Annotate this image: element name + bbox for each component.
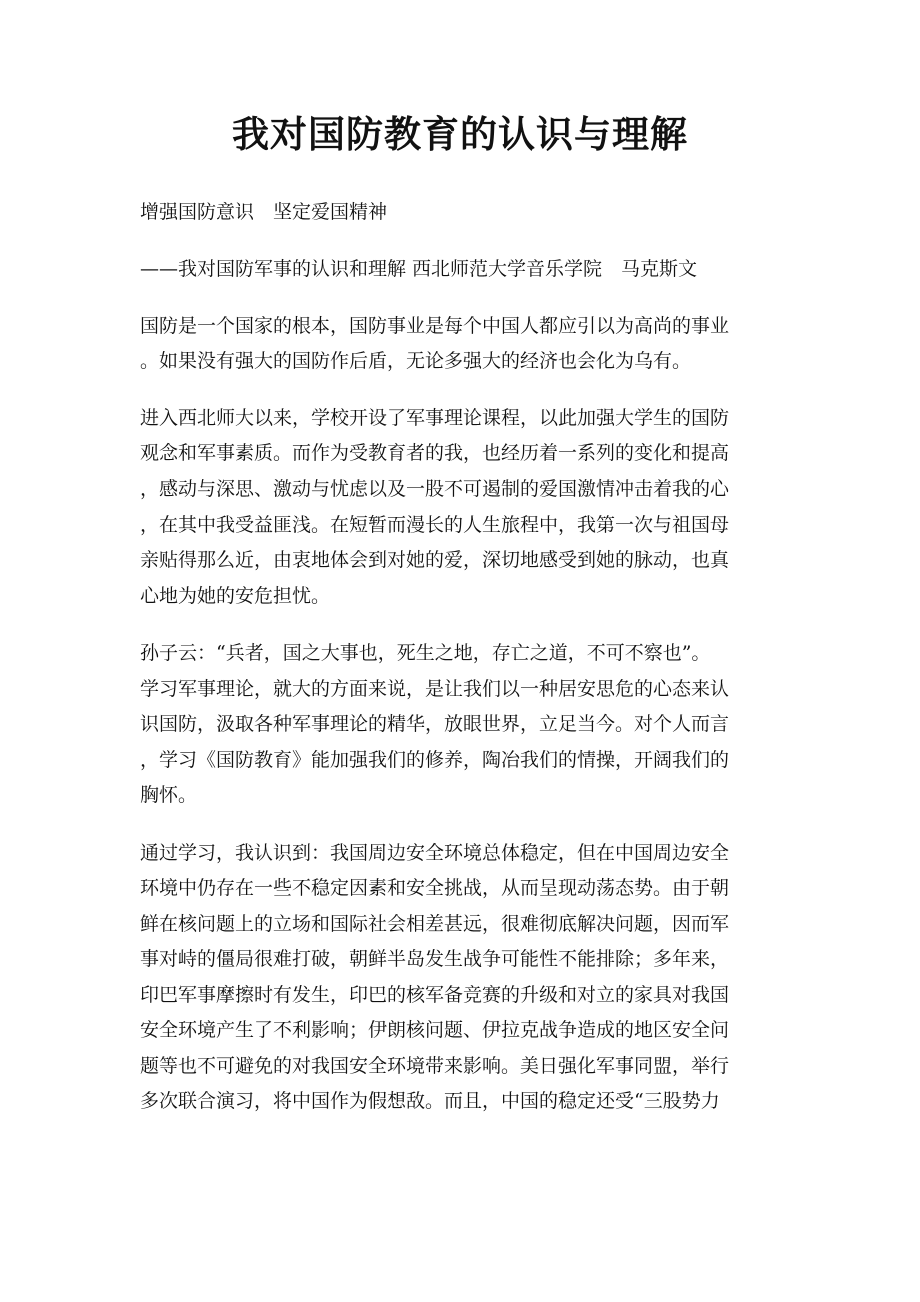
paragraph-3-line-5: 胸怀。 — [140, 784, 198, 806]
paragraph-4-line-7: 题等也不可避免的对我国安全环境带来影响。美日强化军事同盟，举行 — [140, 1055, 730, 1077]
paragraph-2-line-4: ，在其中我受益匪浅。在短暂而漫长的人生旅程中，我第一次与祖国母 — [140, 514, 730, 536]
paragraph-2-line-6: 心地为她的安危担忧。 — [140, 585, 331, 607]
byline: ——我对国防军事的认识和理解 西北师范大学音乐学院 马克斯文 — [140, 258, 698, 280]
paragraph-1-line-1: 国防是一个国家的根本，国防事业是每个中国人都应引以为高尚的事业 — [140, 315, 730, 337]
paragraph-4-line-5: 印巴军事摩擦时有发生，印巴的核军备竞赛的升级和对立的家具对我国 — [140, 984, 730, 1006]
paragraph-4-line-1: 通过学习，我认识到：我国周边安全环境总体稳定，但在中国周边安全 — [140, 842, 730, 864]
paragraph-4-line-3: 鲜在核问题上的立场和国际社会相差甚远，很难彻底解决问题，因而军 — [140, 913, 730, 935]
paragraph-2-line-5: 亲贴得那么近，由衷地体会到对她的爱，深切地感受到她的脉动，也真 — [140, 549, 730, 571]
paragraph-4-line-6: 安全环境产生了不利影响；伊朗核问题、伊拉克战争造成的地区安全问 — [140, 1019, 730, 1041]
paragraph-4-line-2: 环境中仍存在一些不稳定因素和安全挑战，从而呈现动荡态势。由于朝 — [140, 877, 730, 899]
paragraph-2-line-1: 进入西北师大以来，学校开设了军事理论课程，以此加强大学生的国防 — [140, 407, 730, 429]
paragraph-3-line-2: 学习军事理论，就大的方面来说，是让我们以一种居安思危的心态来认 — [140, 678, 730, 700]
paragraph-2-line-2: 观念和军事素质。而作为受教育者的我，也经历着一系列的变化和提高 — [140, 442, 730, 464]
document-title: 我对国防教育的认识与理解 — [232, 112, 688, 156]
paragraph-2-line-3: ，感动与深思、激动与忧虑以及一股不可遏制的爱国激情冲击着我的心 — [140, 478, 730, 500]
paragraph-1-line-2: 。如果没有强大的国防作后盾，无论多强大的经济也会化为乌有。 — [140, 350, 692, 372]
paragraph-3-line-3: 识国防，汲取各种军事理论的精华，放眼世界，立足当今。对个人而言 — [140, 713, 730, 735]
paragraph-4-line-8: 多次联合演习，将中国作为假想敌。而且，中国的稳定还受“三股势力 — [140, 1090, 720, 1112]
subtitle: 增强国防意识 坚定爱国精神 — [140, 201, 388, 223]
paragraph-3-line-4: ，学习《国防教育》能加强我们的修养，陶冶我们的情操，开阔我们的 — [140, 749, 730, 771]
paragraph-3-line-1: 孙子云：“兵者，国之大事也，死生之地，存亡之道，不可不察也”。 — [140, 642, 711, 664]
paragraph-4-line-4: 事对峙的僵局很难打破，朝鲜半岛发生战争可能性不能排除；多年来， — [140, 948, 730, 970]
